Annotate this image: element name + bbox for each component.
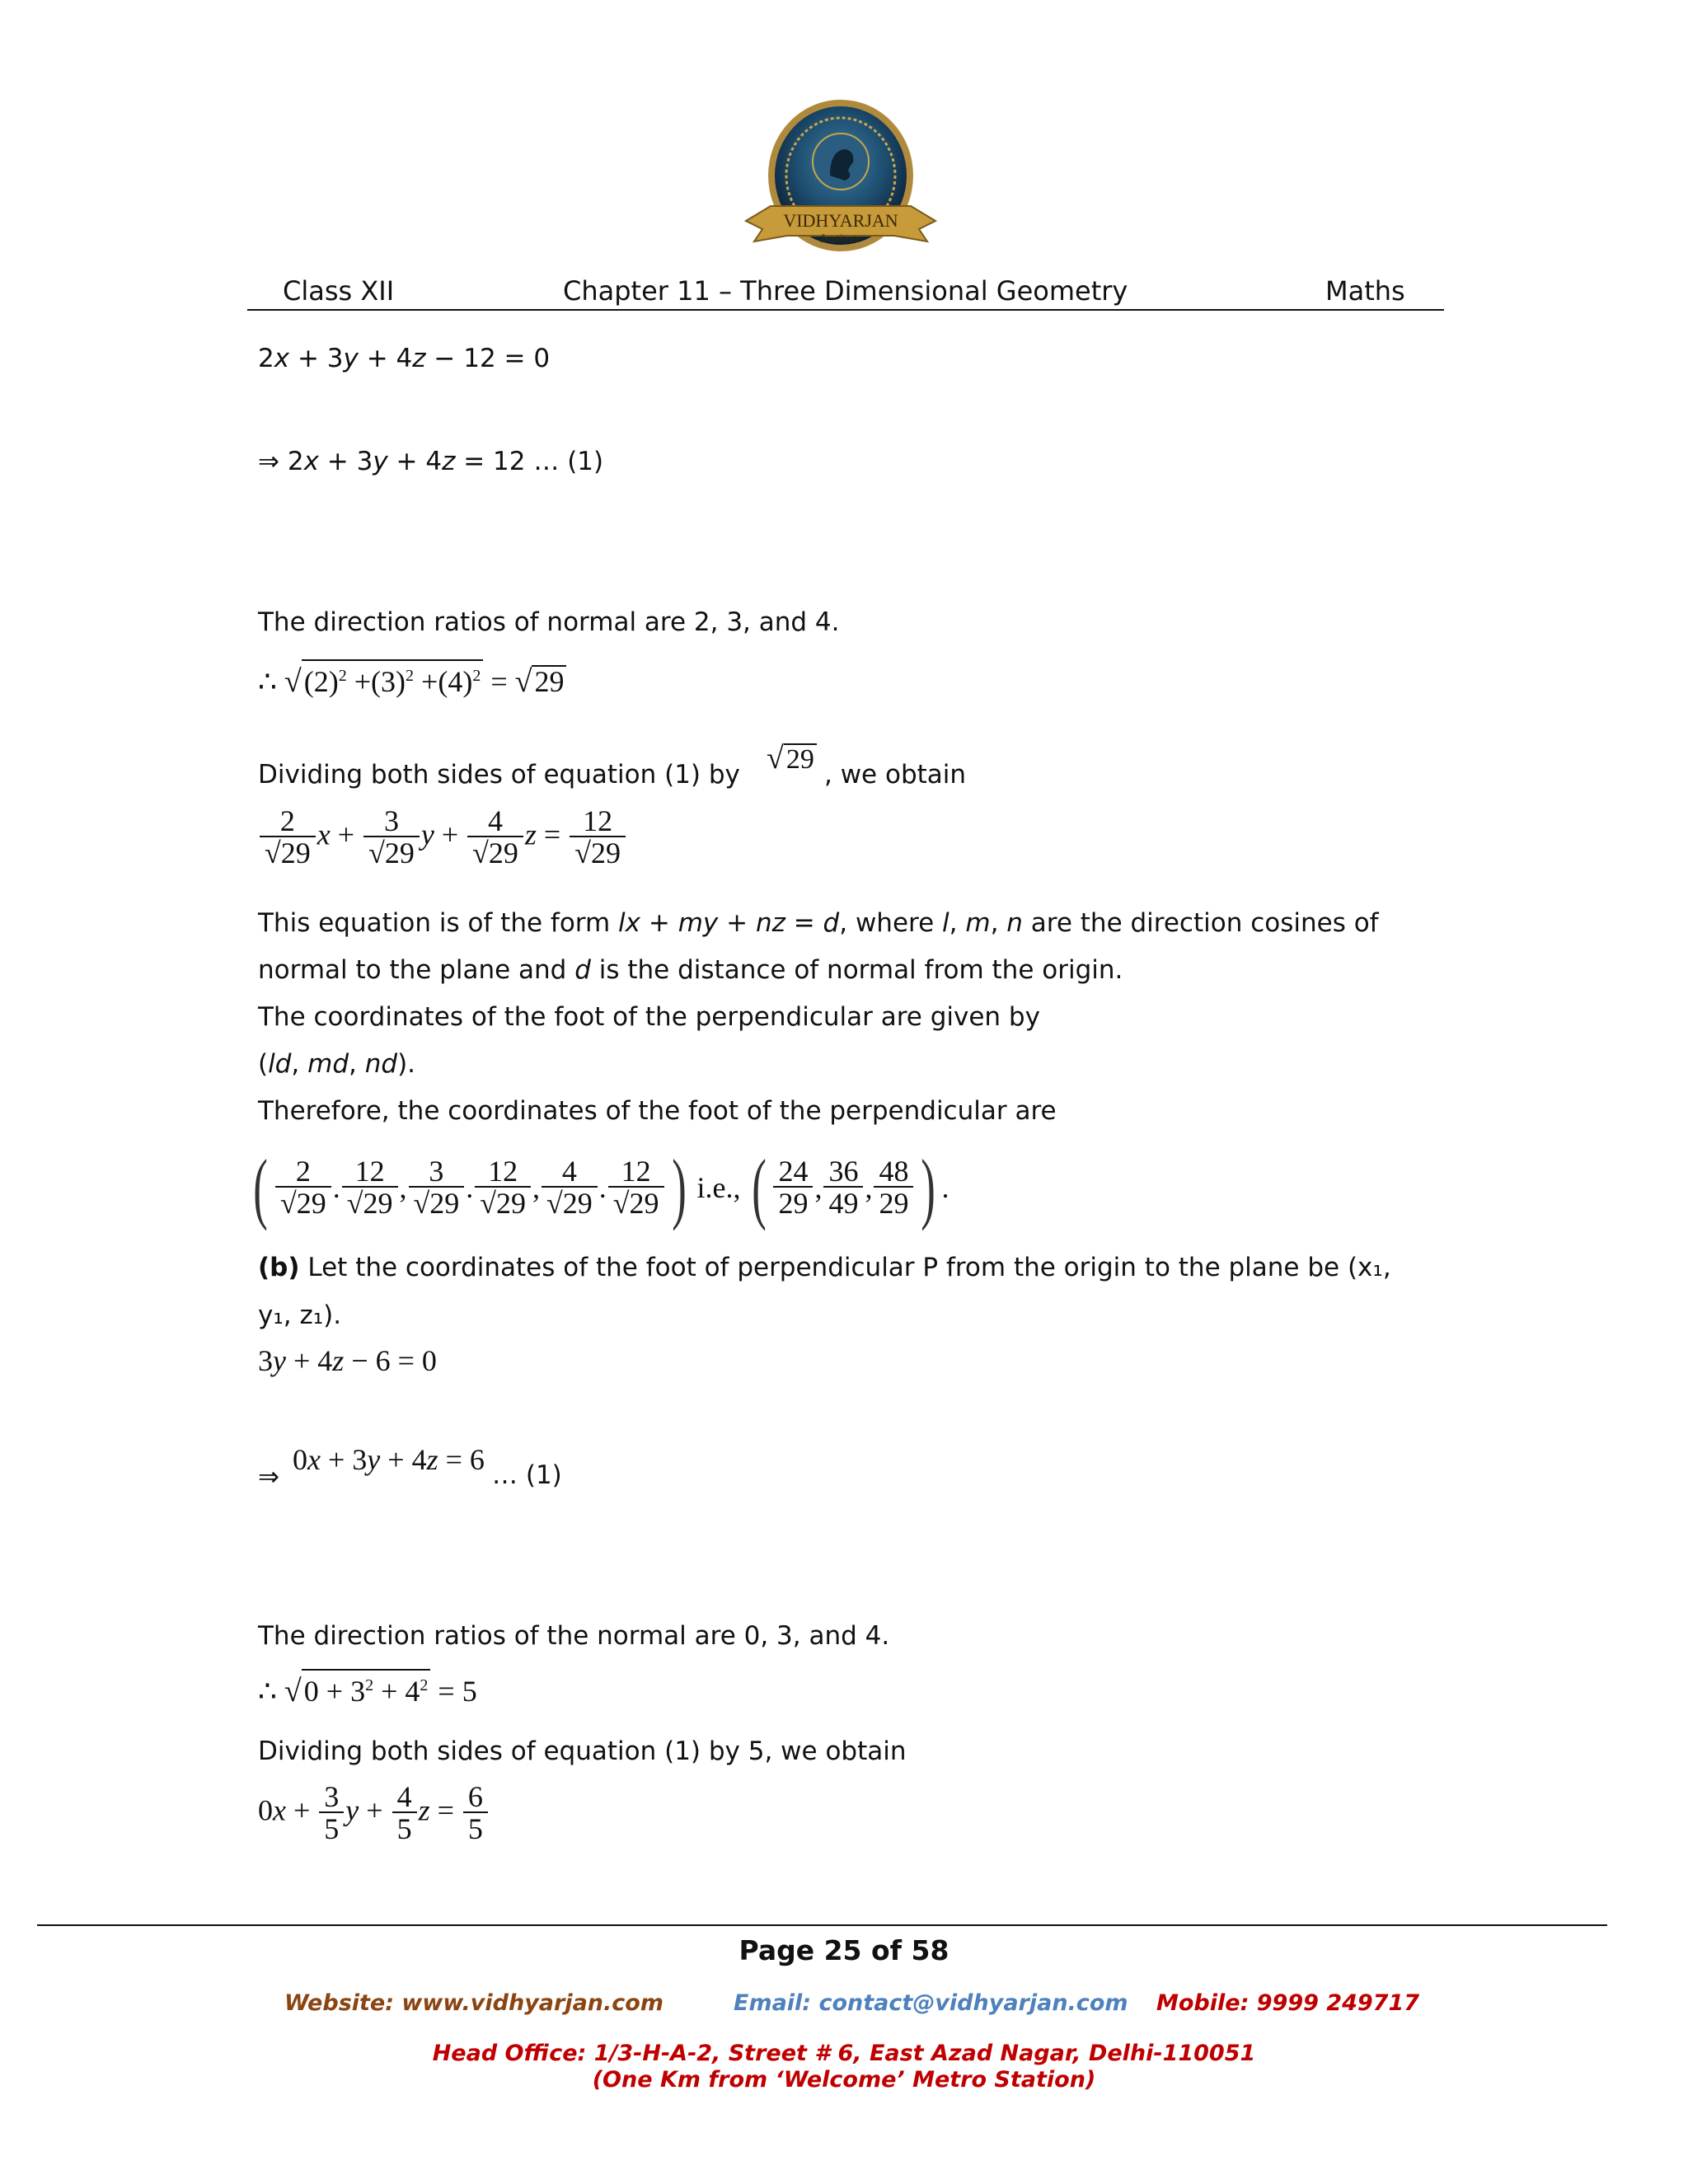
norm-equation-a: ∴ $√(2)^2 +(3)^2 +(4)^2 = √29$ [258,659,566,700]
dividing-a [258,758,740,791]
chapter-title: Chapter 11 – Three Dimensional Geometry [563,275,1128,307]
foot-coordinates-expression: ( $\frac{2}{√29}$ . $\frac{12}{√29}$ , $\frac{3}{√29}$ . $\frac{12}{√29}$ , $\frac{4}{√29}$ . $\frac{12}{√29}$ ) i.e., ( $\frac{24}{29}$ , $\frac{36}{49}$ , $\frac{48}{29}$ ) . [253,1143,950,1231]
ld-md-nd: (ld, md, nd). [258,1049,416,1079]
form-line-2: normal to the plane and d is the distance of normal from the origin. [258,955,1123,985]
dividing-a-suffix: , we obtain [824,760,967,790]
subject-label: Maths [1325,275,1405,307]
plane-equation-b: 3y + 4z − 6 = 0 [258,1344,437,1377]
logo-text: VIDHYARJAN [783,210,898,231]
page-number: Page 25 of 58 [738,1934,950,1966]
equation-ref-b: … (1) [492,1460,562,1490]
dividing-a-prefix: Dividing both sides of equation (1) by [258,760,740,790]
normalized-equation-b: 0x + $\frac{3}{5}$ y + $\frac{4}{5}$ z = $\frac{6}{5}$ [258,1782,490,1844]
direction-ratios-b: The direction ratios of the normal are 0, 3, and 4. [258,1621,890,1651]
plane-equation-b-normalized: 0x + 3y + 4z = 6 [293,1443,485,1476]
class-label: Class XII [283,275,395,307]
head-office-address: Head Office: 1/3-H-A-2, Street # 6, East Azad Nagar, Delhi-110051 [432,2041,1256,2066]
plane-equation-normalized: ⇒ 2x + 3y + 4z = 12 … (1) [258,447,604,476]
sqrt29-inline: √29 [767,740,817,776]
form-line-1: This equation is of the form lx + my + nz = d, where l, m, n are the direction cosines of [258,908,1379,938]
foot-coordinates-line: The coordinates of the foot of the perpendicular are given by [258,1002,1040,1032]
part-b-line-1: (b) Let the coordinates of the foot of perpendicular P from the origin to the plane be (x₁, [258,1253,1391,1282]
direction-ratios-a: The direction ratios of normal are 2, 3, and 4. [258,607,840,637]
website-link[interactable]: Website: www.vidhyarjan.com [284,1990,663,2016]
header-rule [247,309,1444,311]
email-link[interactable]: Email: contact@vidhyarjan.com [734,1990,1128,2016]
plane-equation: 2x + 3y + 4z − 12 = 0 [258,344,551,373]
logo-subtext: Institute [820,232,861,246]
footer-rule [37,1924,1607,1926]
part-b-label: (b) [258,1253,300,1282]
dividing-b: Dividing both sides of equation (1) by 5, we obtain [258,1736,907,1766]
ie-label: i.e., [696,1170,741,1204]
part-b-line-2: y₁, z₁). [258,1301,342,1330]
head-office-landmark: (One Km from ‘Welcome’ Metro Station) [592,2067,1096,2093]
mobile-number: Mobile: 9999 249717 [1156,1990,1420,2016]
norm-equation-b: ∴ $√0 + 3^2 + 4^2 = 5$ [258,1669,477,1709]
normalized-equation-a: $\frac{2}{√29}$ x + $\frac{3}{√29}$ y + $\frac{4}{√29}$ z = $\frac{12}{√29}$ [258,806,627,869]
implies-symbol: ⇒ [258,1462,279,1492]
therefore-line: Therefore, the coordinates of the foot of the perpendicular are [258,1096,1057,1126]
institute-logo [738,97,944,274]
